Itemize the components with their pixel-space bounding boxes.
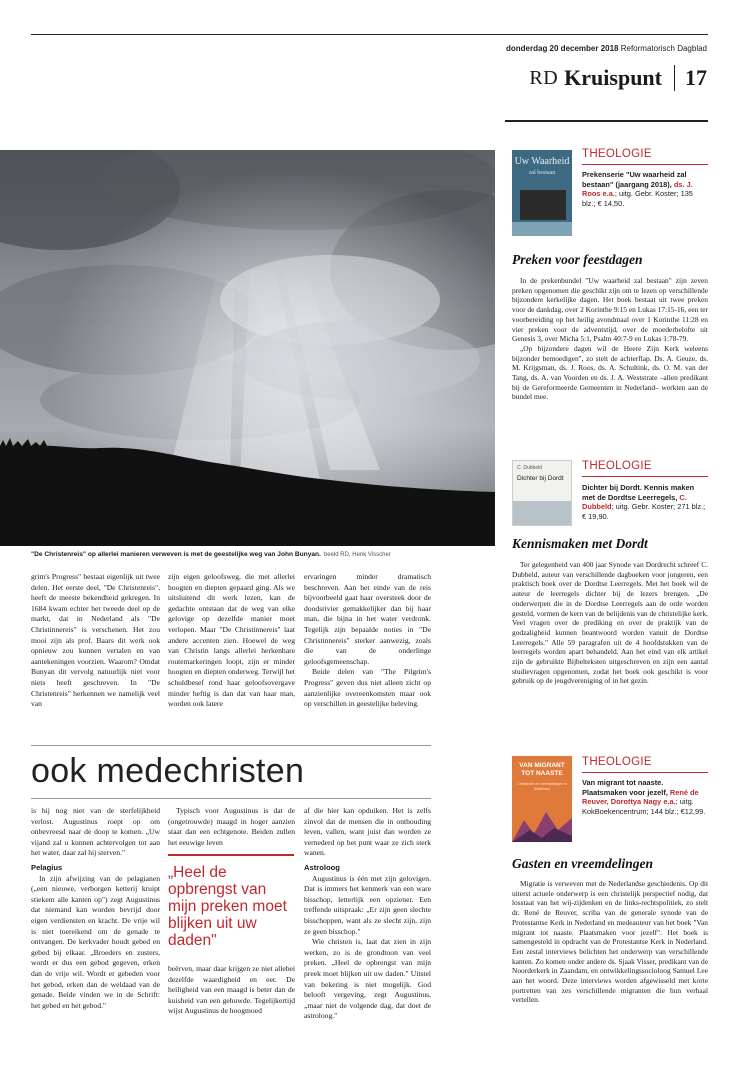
review-book-title: Prekenserie "Uw waarheid zal bestaan" (jaargang 2018), (582, 170, 687, 189)
book-cover-subtitle: zal bestaan (528, 170, 556, 176)
paragraph: Augustinus is één met zijn gelovigen. Dat is immers het kenmerk van een ware bisschop, letterlijk een opziener. Een treffende uitspraak: „Er zijn geen slechte bisschoppen, want als ze slecht zijn, zijn ze geen bisschop." (304, 873, 431, 936)
review-book-title: Dichter bij Dordt. Kennis maken met de Dordtse Leerregels, (582, 483, 695, 502)
paragraph: Typisch voor Augustinus is dat de (ongetrouwde) maagd in hoger aanzien staat dan een echtgenote. Beiden zullen het eeuwige leven (168, 806, 295, 847)
article-top-col1 (31, 572, 160, 710)
article-headline: ook medechristen (31, 752, 305, 790)
paragraph: grim's Progress" bestaat eigenlijk uit twee delen. Het eerste deel, "De Christenreis", heeft de meeste bekendheid gekregen. In 1684 kwam echter het tweede deel op de markt, dat in Nederland als "De Christinnereis" is verschenen. Het zou mooi zijn als prof. Baars dit werk ook opnieuw zou kunnen vertalen en van aantekeningen voorzien. Waarom? Omdat Bunyan dit vervolg natuurlijk niet voor niets heeft geschreven. In "De Christenreis" herkennen we namelijk veel van (31, 572, 160, 709)
book-cover-subtitle: Christenen en vreemdelingen in Nederland (517, 782, 567, 791)
masthead-divider (674, 65, 675, 91)
review-label-rule (582, 476, 708, 477)
paper-name: Reformatorisch Dagblad (620, 44, 707, 53)
subheading-astroloog: Astroloog (304, 862, 340, 872)
sky-photo (0, 150, 495, 546)
book-cover-author: C. Dubbeld (517, 465, 543, 471)
article-top-col2 (168, 572, 295, 710)
review-book-title: Van migrant tot naaste. Plaatsmaken voor jezelf, (582, 778, 668, 797)
review-book-details: ; uitg. Gebr. Koster; 135 blz.; € 14,50. (582, 189, 693, 208)
article-bottom-col2a (168, 806, 295, 848)
paragraph: Migratie is verweven met de Nederlandse geschiedenis. Op dit uiterst actuele onderwerp is een christelijk perspectief nodig, dat losstaat van het wij-zijdenken en de links-rechtspolitiek, zo stelt dr. René de Reuver, scriba van de generale synode van de Protestantse Kerk in Nederland en medeauteur van het boek "Van migrant tot naaste. Plaatsmaken voor jezelf". Het boek is samengesteld in opdracht van de Protestantse Kerk in Nederland. Een zestal interviews belichten het onderwerp van verschillende kanten. Zo komen onder andere ds. Sjaak Visser, predikant van de Noorderkerk in Zaandam, en ontwikkelingssocioloog Samuel Lee aan het woord. Deze interviews worden afgewisseld met korte portretten van zes verschillende migranten die hun verhaal vertellen. (512, 879, 708, 1005)
section-title: Kruispunt (564, 65, 662, 90)
pull-quote: „Heel de opbrengst van mijn preken moet blijken uit uw daden" (168, 864, 287, 949)
masthead-rule (505, 120, 708, 122)
book-cover-band (512, 222, 572, 236)
article-top-col3 (304, 572, 431, 710)
review-label: THEOLOGIE (582, 148, 652, 160)
review-title: Gasten en vreemdelingen (512, 856, 653, 871)
book-cover-illustration (512, 800, 572, 842)
article-bottom-col1 (31, 806, 160, 1011)
book-cover-title: Dichter bij Dordt (517, 475, 564, 482)
article-bottom-col2b (168, 964, 295, 1017)
review-book-info (582, 483, 708, 521)
review-book-info (582, 170, 708, 208)
photo-caption (31, 551, 495, 558)
review-book-info (582, 778, 708, 816)
book-cover-title: VAN MIGRANT TOT NAASTE (519, 762, 565, 777)
paragraph: „Op bijzondere dagen wil de Heere Zijn Kerk weleens bijzonder bemoedigen", zo stelt de achterflap. Ds. A. Geuze, ds. M. Krijgsman, ds. J. Roos, ds. A. Schultink, ds. O. M. van der Tang, ds. A. van Voorden en ds. J. A. Weststrate –allen predikant bij de Gereformeerde Gemeenten in Nederland– werkten aan de bundel mee. (512, 343, 708, 402)
issue-date: donderdag 20 december 2018 (506, 44, 619, 53)
paragraph: is hij nog niet van de sterfelijkheid verlost. Augustinus roept op om onbevreesd naar de doop te komen. „Uw vijand zal u kunnen achtervolgen tot aan het water, daar zal hij sterven." (31, 806, 160, 858)
review-book-details: ; uitg. KokBoekencentrum; 144 blz.; €12,99. (582, 797, 706, 816)
review-label: THEOLOGIE (582, 460, 652, 472)
paragraph: beërven, maar daar krijgen ze niet allebei dezelfde waardigheid en eer. De heiligheid van een maagd is beter dan de kuisheid van een gehuwde. Tegelijkertijd wijst Augustinus de hoogmoed (168, 964, 295, 1016)
review-label: THEOLOGIE (582, 756, 652, 768)
review-book-details: ; uitg. Gebr. Koster; 271 blz.; € 19,90. (582, 502, 706, 521)
headline-rule (31, 798, 431, 799)
book-cover-skyline (513, 501, 572, 526)
review-label-rule (582, 772, 708, 773)
section-rule (31, 745, 431, 746)
caption-text: "De Christenreis" op allerlei manieren verweven is met de geestelijke weg van John Bunyan. (31, 551, 321, 558)
review-label-rule (582, 164, 708, 165)
pull-quote-rule (168, 854, 294, 856)
paragraph: In de prekenbundel "Uw waarheid zal bestaan" zijn zeven preken opgenomen die geschikt zijn om te lezen op verschillende bijzondere kerkelijke dagen. Het boek bestaat uit twee preken voor de dankdag, over 2 Korinthe 9:15 en Lukas 17:15-16, een ter voorbereiding op het heilig avondmaal over 1 Korinthe 11:28 en vier preken voor de adventstijd, over de moederbelofte uit Genesis 3, over Micha 5:1, Psalm 40:7-9 en Lukas 1:78-79. (512, 276, 708, 344)
masthead-logo: RD (529, 66, 559, 89)
paragraph: zijn eigen geloofsweg, die met allerlei hoogten en diepten gepaard ging. Als we uitsluitend dit werk lezen, kan de gedachte ontstaan dat de weg van elke gelovige op dezelfde manier moet verlopen. Maar "De Christinnereis" laat andere accenten zien. Hoewel de weg van Christin langs allerlei herkenbare routemarkeringen loopt, zijn er minder hoogten en diepten onderweg. Terwijl het schuldbesef rond haar geloofsovergave minder heftig is dan dat van haar man, worden ook latere (168, 572, 295, 709)
book-cover-van-migrant-tot-naaste (512, 756, 572, 842)
paragraph: Ter gelegenheid van 400 jaar Synode van Dordrecht schreef C. Dubbeld, auteur van verschillende dagboeken voor jongeren, een praktisch boek over de Dordtse Leerregels. Met het boek wil de auteur de leerregels dichter bij de lezers brengen. „De onderwerpen die in de Dordtse Leerregels aan de orde worden gesteld, vormen de kern van de belijdenis van de christelijke kerk. Veel vragen over de prediking en over de praktijk van de godzaligheid kunnen beantwoord worden vanuit de Dordtse Leerregels." Alle 59 paragrafen uit de 4 hoofdstukken van de leerregels worden apart behandeld. Aan het eind van elk artikel zijn de gebruikte Bijbelteksten uitgeschreven en zijn een aantal studievragen opgenomen, zodat het boek ook geschikt is voor gebruik op de jeugdvereniging of in het gezin. (512, 560, 708, 686)
paragraph: In zijn afwijzing van de pelagianen („een nieuwe, verborgen ketterij kruipt stiekem alle kanten op") zegt Augustinus dat niemand kan worden bevrijd door eigen verdiensten en kracht. De vrije wil is niet toereikend om de genade te ontvangen. De kerkvader houdt gebed en gebed bij elkaar. „Broeders en zusters, wordt er dus een gebod gegeven, erken dan de vrije wil. Wordt er gebeden voor het gebod, erken dan de weldaad van de genade. Beide vinden we in de Schrift: het gebed en het gebod." (31, 873, 160, 1010)
book-cover-title: Uw Waarheid (514, 156, 570, 167)
page-number: 17 (685, 65, 707, 90)
photo-credit: beeld RD, Henk Visscher (323, 552, 391, 558)
review-title: Kennismaken met Dordt (512, 536, 648, 551)
review-book-author: René de Reuver, Dorottya Nagy e.a. (582, 787, 699, 807)
paragraph: af die hier kan opduiken. Het is zelfs zinvol dat de mensen die in onthouding leven, vallen, want juist dan worden ze vernederd op het punt waar ze zich sterk wanen. (304, 806, 431, 858)
review-book-author: C. Dubbeld (582, 492, 687, 512)
book-cover-image (520, 190, 566, 220)
review-title: Preken voor feestdagen (512, 252, 643, 267)
top-rule (31, 34, 708, 35)
review-body (512, 276, 708, 402)
review-body (512, 879, 708, 1005)
review-book-author: ds. J. Roos e.a. (582, 179, 693, 199)
book-cover-dichter-bij-dordt (512, 460, 572, 526)
paragraph: Wie christen is, laat dat zien in zijn werken, zo is de grondtoon van veel preken. „Heel de opbrengst van mijn preek moet blijken uit uw daden." Uitstel van bekering is niet mogelijk. God belooft vergeving, zegt Augustinus, „maar niet de volgende dag, dat doet de astroloog." (304, 937, 431, 1021)
masthead (529, 62, 707, 94)
photo-landscape (0, 150, 495, 546)
subheading-pelagius: Pelagius (31, 862, 63, 872)
review-body (512, 560, 708, 686)
paragraph: Beide delen van "The Pilgrim's Progress" geven dus niet alleen zicht op aanzienlijke overeenkomsten maar ook op verschillen in geestelijke beleving. (304, 667, 431, 709)
paragraph: ervaringen minder dramatisch beschreven. Aan het einde van de reis bijvoorbeeld gaat haar oversteek door de doodsrivier gemakkelijker dan bij haar man, die bijna in het water verdronk. Tegelijk zijn bepaalde noties in "De Christinnereis" sterker aanwezig, zoals die van de onderlinge geloofsgemeenschap. (304, 572, 431, 666)
article-bottom-col3 (304, 806, 431, 1022)
issue-date-line (506, 44, 707, 53)
book-cover-uw-waarheid (512, 150, 572, 236)
